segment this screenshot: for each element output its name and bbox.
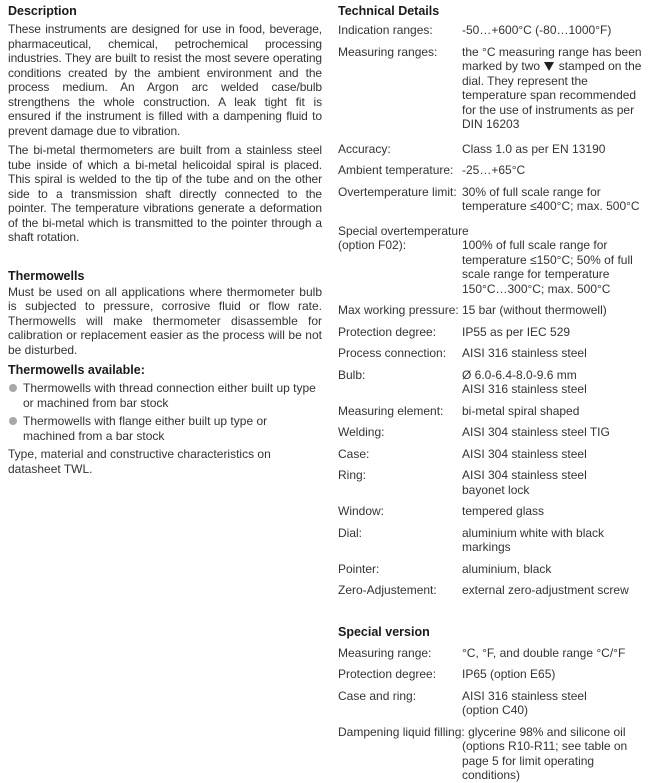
description-paragraph-1: These instruments are designed for use in food, beverage, pharmaceutical, chemical, petrochemical processing industries. They are built to resist the most severe operating conditions created by the ambient environment and the process medium. An Argon arc welded case/bulb strengthens the whole construction. A leak tight fit is ensured if the instrument is filled with a dampening fluid to prevent damage due to vibration. [8,22,322,138]
spec-value: AISI 304 stainless steel [462,446,587,461]
spec-value: 100% of full scale range for temperature ≤150°C; 50% of full scale range for temperature 150°C…300°C; max. 500°C [462,238,633,296]
spec-value-line: (option C40) [462,703,529,717]
spec-row-bulb [338,368,652,397]
spec-value: 15 bar (without thermowell) [462,303,607,317]
spec-label: Case and ring: [338,688,417,703]
spec-label: Zero-Adjustement: [338,583,437,597]
spec-row-special-measuring-range [338,646,652,661]
spec-label: Dial: [338,525,363,540]
spec-value-line: AISI 316 stainless steel [462,382,587,396]
description-heading: Description [8,4,77,18]
spec-label: Process connection: [338,346,447,360]
spec-label: Ambient temperature: [338,163,454,177]
spec-value: AISI 316 stainless steel [462,346,587,360]
list-item [8,414,322,443]
spec-label: Pointer: [338,561,380,576]
spec-label: Protection degree: [338,667,437,681]
spec-value: aluminium, black [462,561,552,576]
spec-row-dampening-continued [338,739,652,783]
spec-value-line: bayonet lock [462,482,530,497]
spec-value-line: AISI 304 stainless steel [462,468,587,482]
thermowells-paragraph: Must be used on all applications where thermometer bulb is subjected to pressure, corrosive fluid or flow rate. Thermowells will make thermometer disassemble for calibration or replacement easier as the process will be not be disturbed. [8,284,322,357]
spec-value-part: the °C measuring range has been marked by two [462,44,642,73]
spec-label: Accuracy: [338,141,391,156]
spec-value [462,45,652,132]
spec-value: bi-metal spiral shaped [462,403,580,418]
list-item [8,381,322,410]
spec-row-special-protection [338,667,652,682]
spec-label: Overtemperature limit: [338,184,457,199]
description-paragraph-2: The bi-metal thermometers are built from a stainless steel tube inside of which a bi-metal helicoidal spiral is placed. This spiral is welded to the tip of the tube and on the other side to a transmission shaft directly connected to the pointer. The temperature vibrations generate a deformation of the bi-metal which is transmitted to the pointer through a shaft rotation. [8,143,322,244]
thermowells-list [8,381,322,443]
spec-label: Window: [338,504,385,518]
spec-row-special-case-ring [338,689,652,718]
spec-value: -50…+600°C (-80…1000°F) [462,23,612,37]
list-item-text: Thermowells with flange either built up type or machined from a bar stock [23,414,268,443]
spec-value: 30% of full scale range for temperature ≤400°C; max. 500°C [462,184,640,213]
spec-label: Welding: [338,425,385,439]
spec-label: Protection degree: [338,324,437,339]
spec-row-welding [338,425,652,440]
spec-value: IP55 as per IEC 529 [462,324,571,339]
spec-value-line: Ø 6.0-6.4-8.0-9.6 mm [462,367,577,382]
spec-row-indication [338,23,652,38]
spec-row-ring [338,468,652,497]
spec-value: -25…+65°C [462,163,526,177]
left-column [8,4,322,476]
spec-row-process-connection [338,346,652,361]
spec-row-case [338,447,652,462]
bullet-icon [9,384,17,392]
spec-label: (option F02): [338,238,407,252]
down-triangle-icon [544,62,554,71]
spec-row-overtemperature [338,185,652,214]
special-version-heading: Special version [338,624,430,639]
spec-row-special-overtemperature [338,238,652,296]
spec-row-zero-adjustment [338,583,652,598]
spec-row-window [338,504,652,519]
spec-value-part: stamped on the dial. They represent the temperature span recommended for the use of instruments as per DIN 16203 [462,59,642,131]
spec-value: external zero-adjustment screw [462,583,629,597]
spec-label: Bulb: [338,367,366,382]
spec-value-line: AISI 316 stainless steel [462,688,587,703]
spec-row-measuring [338,45,652,132]
spec-label: Ring: [338,468,367,482]
thermowells-heading: Thermowells [8,268,85,283]
spec-label: Indication ranges: [338,23,433,37]
spec-row-accuracy [338,142,652,157]
spec-value: tempered glass [462,504,545,518]
spec-row-dampening [338,725,652,740]
spec-label: Measuring ranges: [338,44,438,59]
technical-details-heading: Technical Details [338,4,440,18]
spec-row-measuring-element [338,404,652,419]
spec-row-max-pressure [338,303,652,318]
spec-label: Measuring range: [338,645,432,660]
spec-label: Dampening liquid filling: [338,724,465,739]
thermowells-footer-note: Type, material and constructive characteristics on datasheet TWL. [8,447,271,476]
thermowells-available-heading: Thermowells available: [8,363,145,377]
list-item-text: Thermowells with thread connection either built up type or machined from bar stock [23,381,316,410]
spec-label: Max working pressure: [338,303,459,317]
spec-label-special-overtemperature: Special overtemperature [338,223,469,238]
spec-row-protection [338,325,652,340]
spec-value: IP65 (option E65) [462,667,556,681]
spec-value: glycerine 98% and silicone oil [468,724,626,739]
spec-value: Class 1.0 as per EN 13190 [462,141,606,156]
spec-row-dial [338,526,652,555]
spec-value: (options R10-R11; see table on page 5 for limit operating conditions) [462,739,628,782]
spec-value: aluminium white with black markings [462,525,605,554]
spec-label: Measuring element: [338,403,444,418]
spec-row-ambient [338,163,652,178]
spec-value: °C, °F, and double range °C/°F [462,645,626,660]
spec-row-pointer [338,562,652,577]
spec-value [462,689,652,718]
bullet-icon [9,417,17,425]
spec-value: AISI 304 stainless steel TIG [462,425,610,439]
spec-value [462,468,652,497]
right-column [338,4,652,783]
spec-label: Case: [338,446,370,461]
spec-value [462,368,652,397]
